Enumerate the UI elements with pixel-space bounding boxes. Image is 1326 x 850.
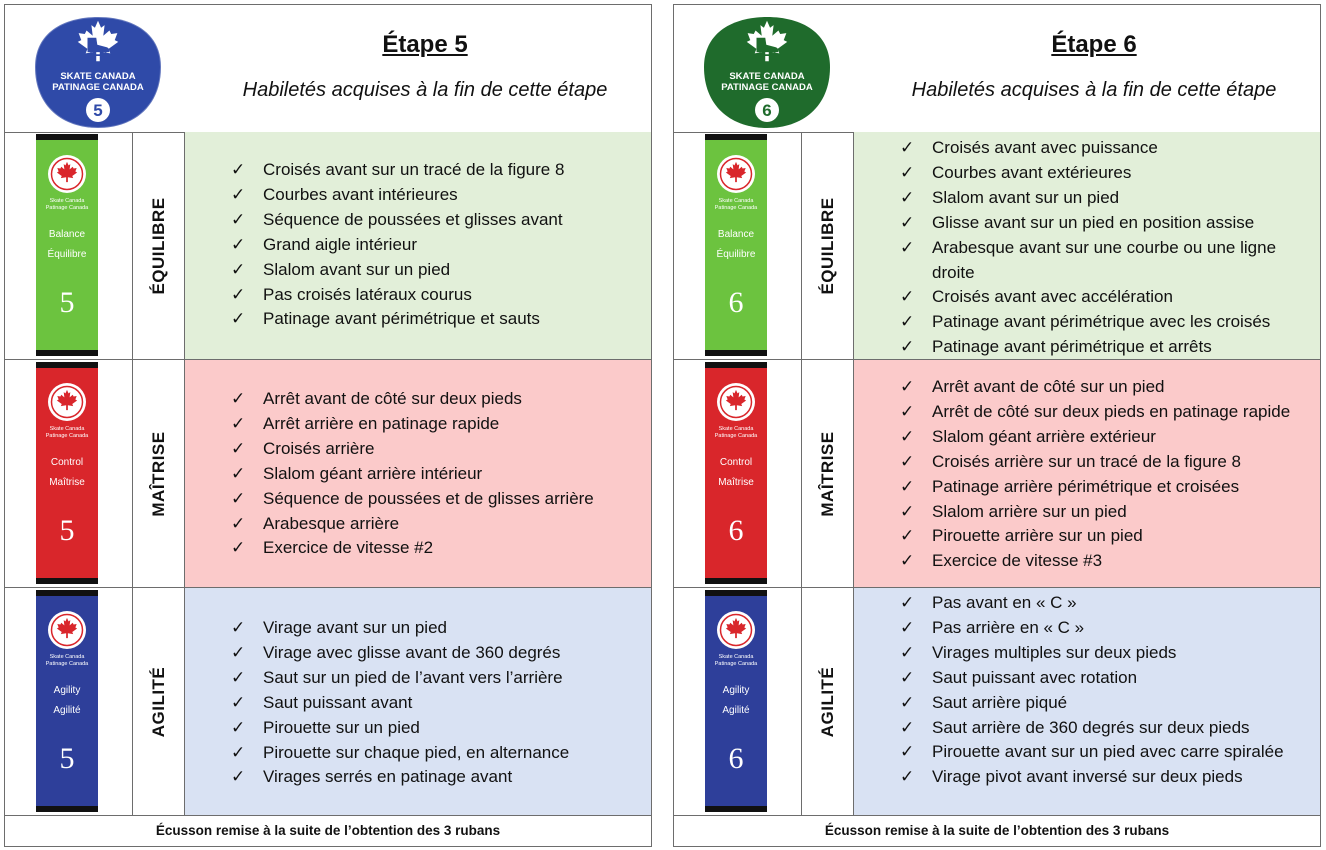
checkmark-icon: ✓ — [900, 593, 915, 612]
category-label: AGILITÉ — [817, 666, 837, 737]
skill-item — [900, 616, 1312, 641]
ribbon-text: Maîtrise — [49, 477, 85, 488]
skill-text: Pirouette sur un pied — [263, 717, 420, 737]
checkmark-icon: ✓ — [900, 617, 915, 637]
skill-text: Exercice de vitesse #2 — [263, 538, 434, 558]
skill-text: Glisse avant sur un pied en position assise — [932, 212, 1255, 232]
svg-text:PATINAGE CANADA: PATINAGE CANADA — [721, 82, 813, 93]
checkmark-icon: ✓ — [231, 618, 246, 637]
skill-text: Virage avec glisse avant de 360 degrés — [263, 642, 561, 662]
ribbon-text: Patinage Canada — [714, 205, 758, 211]
ribbon-text: Control — [719, 457, 753, 468]
category-label: MAÎTRISE — [817, 430, 837, 517]
checkmark-icon: ✓ — [231, 642, 246, 662]
checkmark-icon: ✓ — [900, 451, 915, 471]
row-equilibre — [674, 132, 1320, 360]
skill-item — [231, 616, 643, 641]
ribbon-text: Patinage Canada — [714, 433, 758, 439]
skill-item — [900, 186, 1312, 211]
skill-text: Saut arrière de 360 degrés sur deux pieds — [932, 717, 1250, 737]
skills-list — [231, 616, 643, 790]
skill-item — [231, 233, 643, 258]
skill-text: Pirouette arrière sur un pied — [932, 526, 1143, 546]
skill-item — [900, 641, 1312, 666]
skill-text: Arabesque arrière — [263, 513, 400, 533]
skill-item — [900, 375, 1312, 400]
skill-text: Saut arrière piqué — [932, 692, 1068, 712]
checkmark-icon: ✓ — [231, 488, 246, 508]
ribbon-control — [36, 362, 98, 584]
checkmark-icon: ✓ — [900, 312, 915, 332]
checkmark-icon: ✓ — [231, 160, 246, 179]
checkmark-icon: ✓ — [231, 309, 246, 329]
skill-text: Slalom géant arrière intérieur — [263, 463, 483, 483]
badge-number: 6 — [762, 101, 772, 120]
stage-title: Étape 5 — [382, 31, 468, 58]
checkmark-icon: ✓ — [900, 642, 915, 662]
stage-subtitle: Habiletés acquises à la fin de cette étape — [911, 79, 1277, 101]
row-maitrise — [5, 360, 651, 588]
skill-item — [900, 211, 1312, 236]
skill-text: Patinage arrière périmétrique et croisées — [932, 476, 1240, 496]
skill-text: Virage pivot avant inversé sur deux pieds — [932, 767, 1243, 787]
skill-item — [231, 741, 643, 766]
skill-item — [231, 158, 643, 183]
skill-item — [900, 136, 1312, 161]
skill-item — [900, 400, 1312, 425]
skill-item — [231, 716, 643, 741]
ribbon-balance — [36, 134, 98, 356]
skill-text: Slalom arrière sur un pied — [932, 501, 1127, 521]
checkmark-icon: ✓ — [900, 742, 915, 762]
category-label: ÉQUILIBRE — [817, 196, 837, 295]
ribbon-text: Équilibre — [716, 249, 756, 260]
skill-text: Séquence de poussées et de glisses arrière — [263, 488, 594, 508]
skill-text: Virage avant sur un pied — [263, 618, 447, 637]
checkmark-icon: ✓ — [231, 259, 246, 279]
checkmark-icon: ✓ — [900, 692, 915, 712]
checkmark-icon: ✓ — [231, 438, 246, 458]
skill-text: Saut puissant avec rotation — [932, 667, 1138, 687]
row-maitrise — [674, 360, 1320, 588]
skill-text: Virages multiples sur deux pieds — [932, 642, 1177, 662]
skill-item — [231, 512, 643, 537]
skill-text: Arrêt de côté sur deux pieds en patinage rapide — [932, 401, 1291, 421]
skill-text: Pas avant en « C » — [932, 593, 1077, 612]
checkmark-icon: ✓ — [900, 401, 915, 421]
ribbon-text: Patinage Canada — [45, 433, 89, 439]
skill-text: Exercice de vitesse #3 — [932, 551, 1103, 571]
checkmark-icon: ✓ — [900, 162, 915, 182]
skill-text: Saut sur un pied de l’avant vers l’arrière — [263, 667, 563, 687]
ribbon-text: Agilité — [53, 705, 81, 716]
ribbon-text: Balance — [717, 229, 755, 240]
ribbon-text: Agility — [53, 685, 81, 696]
skill-text: Séquence de poussées et glisses avant — [263, 209, 563, 229]
skill-item — [900, 310, 1312, 335]
skill-text: Croisés avant sur un tracé de la figure 8 — [263, 160, 565, 179]
skill-item — [900, 765, 1312, 790]
skill-item — [900, 285, 1312, 310]
skill-item — [231, 208, 643, 233]
stage-title: Étape 6 — [1051, 31, 1137, 58]
skill-item — [231, 412, 643, 437]
footer-note: Écusson remise à la suite de l’obtention des 3 rubans — [824, 823, 1170, 838]
row-agilite — [674, 588, 1320, 816]
category-label: MAÎTRISE — [148, 430, 168, 517]
skill-text: Croisés arrière — [263, 438, 375, 458]
skills-list — [900, 136, 1312, 360]
ribbon-text: 6 — [728, 514, 744, 547]
ribbon-text: Control — [50, 457, 84, 468]
skill-text: Slalom géant arrière extérieur — [932, 426, 1156, 446]
skill-item — [231, 307, 643, 332]
checkmark-icon: ✓ — [900, 476, 915, 496]
svg-text:PATINAGE CANADA: PATINAGE CANADA — [52, 82, 144, 93]
skill-item — [231, 437, 643, 462]
checkmark-icon: ✓ — [900, 337, 915, 357]
skill-item — [231, 765, 643, 790]
checkmark-icon: ✓ — [900, 138, 915, 157]
skill-item — [231, 641, 643, 666]
ribbon-text: 5 — [59, 286, 75, 319]
skill-text: Grand aigle intérieur — [263, 234, 418, 254]
svg-text:SKATE CANADA: SKATE CANADA — [60, 71, 136, 82]
checkmark-icon: ✓ — [231, 767, 246, 787]
ribbon-text: 5 — [59, 742, 75, 775]
stage-header — [5, 5, 651, 133]
skill-item — [900, 591, 1312, 616]
ribbon-control — [705, 362, 767, 584]
skill-item — [900, 335, 1312, 360]
checkmark-icon: ✓ — [231, 209, 246, 229]
skill-text: Pirouette sur chaque pied, en alternance — [263, 742, 570, 762]
footer-note: Écusson remise à la suite de l’obtention des 3 rubans — [155, 823, 501, 838]
row-agilite — [5, 588, 651, 816]
skill-text: Pas arrière en « C » — [932, 617, 1085, 637]
skill-text: Patinage avant périmétrique et arrêts — [932, 337, 1212, 357]
skill-item — [900, 691, 1312, 716]
ribbon-text: Skate Canada — [718, 654, 754, 660]
checkmark-icon: ✓ — [231, 389, 246, 408]
skill-text: Arrêt avant de côté sur deux pieds — [263, 389, 522, 408]
checkmark-icon: ✓ — [900, 526, 915, 546]
checkmark-icon: ✓ — [900, 667, 915, 687]
ribbon-text: 5 — [59, 514, 75, 547]
skill-item — [231, 691, 643, 716]
ribbon-text: Skate Canada — [49, 426, 85, 432]
checkmark-icon: ✓ — [231, 234, 246, 254]
ribbon-text: Skate Canada — [49, 654, 85, 660]
skill-text: Patinage avant périmétrique avec les croisés — [932, 312, 1271, 332]
row-equilibre — [5, 132, 651, 360]
ribbon-text: Skate Canada — [718, 198, 754, 204]
ribbon-text: 6 — [728, 742, 744, 775]
skill-item — [231, 666, 643, 691]
skill-item — [231, 487, 643, 512]
checkmark-icon: ✓ — [900, 426, 915, 446]
skate-canada-badge — [33, 15, 163, 130]
skills-list — [231, 387, 643, 561]
skill-item — [900, 740, 1312, 765]
stage-header — [674, 5, 1320, 133]
skate-canada-badge — [702, 15, 832, 130]
skill-text: Pas croisés latéraux courus — [263, 284, 472, 304]
skill-item — [231, 462, 643, 487]
ribbon-text: Balance — [48, 229, 86, 240]
skill-text: Arrêt avant de côté sur un pied — [932, 377, 1165, 396]
ribbon-text: Agilité — [722, 705, 750, 716]
checkmark-icon: ✓ — [900, 237, 915, 257]
skill-text: Patinage avant périmétrique et sauts — [263, 309, 540, 329]
category-label: AGILITÉ — [148, 666, 168, 737]
skills-list — [231, 158, 643, 332]
checkmark-icon: ✓ — [231, 538, 246, 558]
checkmark-icon: ✓ — [231, 513, 246, 533]
svg-text:SKATE CANADA: SKATE CANADA — [729, 71, 805, 82]
skill-item — [900, 475, 1312, 500]
skill-item — [900, 524, 1312, 549]
skill-item — [900, 500, 1312, 525]
checkmark-icon: ✓ — [231, 184, 246, 204]
skill-item — [900, 549, 1312, 574]
skill-item — [231, 387, 643, 412]
skill-item — [900, 236, 1312, 286]
checkmark-icon: ✓ — [231, 717, 246, 737]
skill-item — [900, 716, 1312, 741]
checkmark-icon: ✓ — [900, 501, 915, 521]
skill-item — [231, 283, 643, 308]
ribbon-balance — [705, 134, 767, 356]
skill-text: Saut puissant avant — [263, 692, 413, 712]
skill-text: Slalom avant sur un pied — [263, 259, 451, 279]
skill-item — [900, 666, 1312, 691]
skill-item — [900, 450, 1312, 475]
ribbon-text: Agility — [722, 685, 750, 696]
checkmark-icon: ✓ — [900, 377, 915, 396]
category-label: ÉQUILIBRE — [148, 196, 168, 295]
stage-subtitle: Habiletés acquises à la fin de cette étape — [242, 79, 608, 101]
skill-text: Arrêt arrière en patinage rapide — [263, 413, 500, 433]
checkmark-icon: ✓ — [231, 742, 246, 762]
skills-list — [900, 591, 1312, 790]
checkmark-icon: ✓ — [900, 767, 915, 787]
skill-item — [900, 425, 1312, 450]
skills-list — [900, 375, 1312, 574]
ribbon-text: Patinage Canada — [45, 205, 89, 211]
ribbon-text: Patinage Canada — [45, 661, 89, 667]
checkmark-icon: ✓ — [900, 187, 915, 207]
badge-number: 5 — [93, 101, 103, 120]
ribbon-text: 6 — [728, 286, 744, 319]
checkmark-icon: ✓ — [231, 413, 246, 433]
skill-text: Courbes avant extérieures — [932, 162, 1132, 182]
skill-item — [231, 258, 643, 283]
checkmark-icon: ✓ — [231, 667, 246, 687]
checkmark-icon: ✓ — [231, 284, 246, 304]
ribbon-agility — [36, 590, 98, 812]
skill-text: Pirouette avant sur un pied avec carre spiralée — [932, 742, 1284, 762]
skill-item — [231, 183, 643, 208]
skill-text: Croisés avant avec accélération — [932, 287, 1173, 307]
ribbon-text: Maîtrise — [718, 477, 754, 488]
skill-text: Croisés avant avec puissance — [932, 138, 1158, 157]
skill-text: Croisés arrière sur un tracé de la figure 8 — [932, 451, 1241, 471]
checkmark-icon: ✓ — [900, 717, 915, 737]
skill-text: Virages serrés en patinage avant — [263, 767, 513, 787]
checkmark-icon: ✓ — [231, 692, 246, 712]
skill-text: Slalom avant sur un pied — [932, 187, 1120, 207]
ribbon-text: Équilibre — [47, 249, 87, 260]
checkmark-icon: ✓ — [231, 463, 246, 483]
checkmark-icon: ✓ — [900, 551, 915, 571]
checkmark-icon: ✓ — [900, 287, 915, 307]
ribbon-text: Skate Canada — [718, 426, 754, 432]
skill-text: Arabesque avant sur une courbe ou une ligne droite — [932, 237, 1277, 282]
checkmark-icon: ✓ — [900, 212, 915, 232]
skill-item — [231, 536, 643, 561]
stage-card-6 — [673, 4, 1321, 847]
stage-card-5 — [4, 4, 652, 847]
ribbon-text: Skate Canada — [49, 198, 85, 204]
skill-text: Courbes avant intérieures — [263, 184, 458, 204]
skill-item — [900, 161, 1312, 186]
ribbon-agility — [705, 590, 767, 812]
ribbon-text: Patinage Canada — [714, 661, 758, 667]
